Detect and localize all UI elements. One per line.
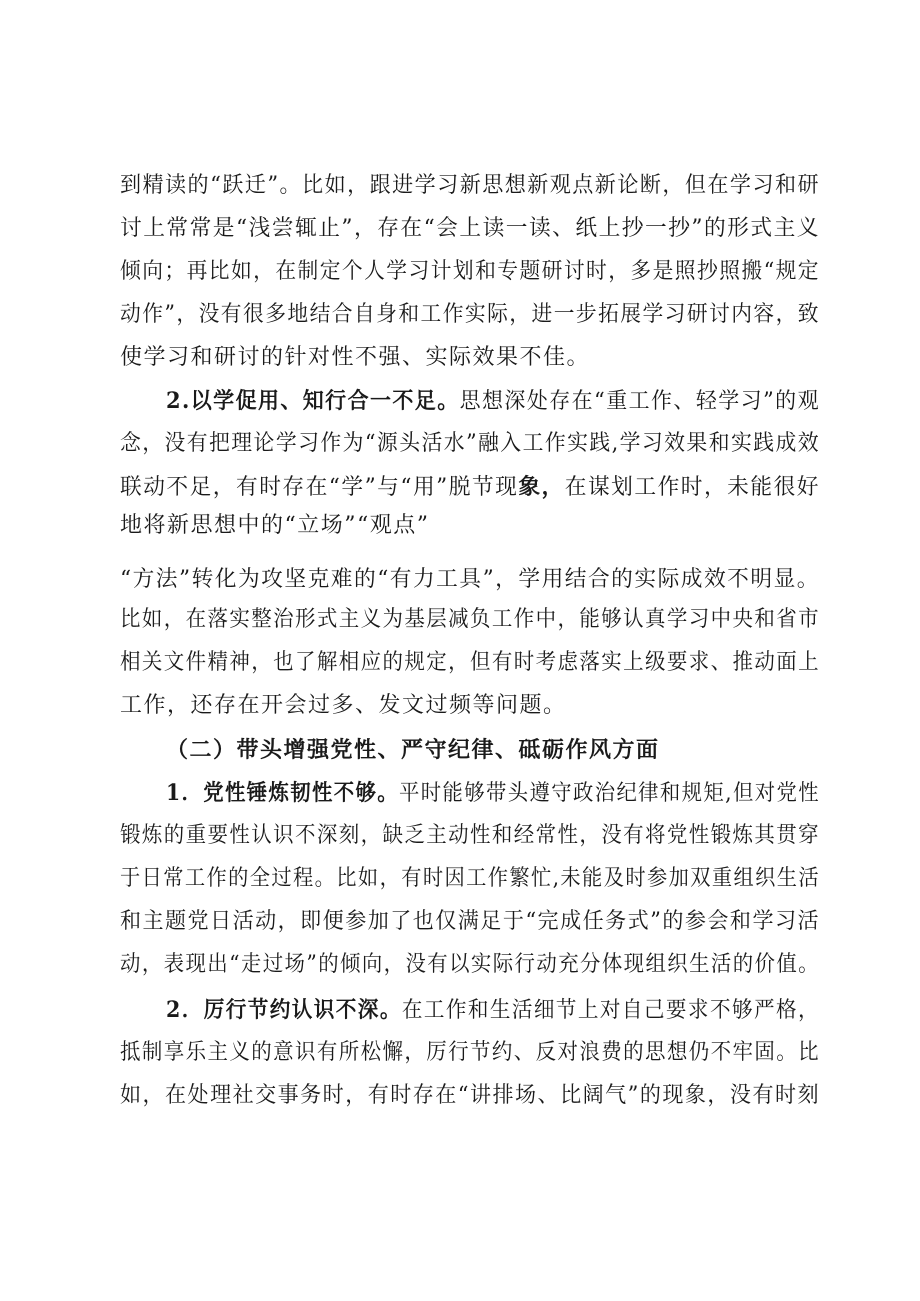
paragraph-line: 相关文件精神，也了解相应的规定，但有时考虑落实上级要求、推动面上 — [120, 650, 820, 675]
paragraph-line: 于日常工作的全过程。比如，有时因工作繁忙,未能及时参加双重组织生活 — [120, 866, 820, 891]
item-heading: 2.以学促用、知行合一不足。 — [166, 388, 460, 414]
item-heading: 2．厉行节约认识不深。 — [166, 997, 402, 1023]
section-heading: （二）带头增强党性、严守纪律、砥砺作风方面 — [166, 737, 660, 763]
paragraph-line: 如，在处理社交事务时，有时存在“讲排场、比阔气”的现象，没有时刻 — [120, 1083, 820, 1108]
paragraph-first-line — [166, 387, 820, 416]
paragraph-line: 讨上常常是“浅尝辄止”，存在“会上读一读、纸上抄一抄”的形式主义 — [120, 216, 820, 241]
item-heading: 1．党性锤炼韧性不够。 — [166, 780, 399, 806]
paragraph-first-line — [166, 996, 820, 1025]
bold-text: 象， — [518, 474, 565, 500]
paragraph-text: 平时能够带头遵守政治纪律和规矩,但对党性 — [398, 781, 820, 806]
paragraph-text: 思想深处存在“重工作、轻学习”的观 — [459, 389, 820, 414]
paragraph-line: 动作”，没有很多地结合自身和工作实际，进一步拓展学习研讨内容，致 — [120, 302, 820, 327]
paragraph-line: 到精读的“跃迁”。比如，跟进学习新思想新观点新论断，但在学习和研 — [120, 173, 820, 198]
paragraph-line: 使学习和研讨的针对性不强、实际效果不佳。 — [120, 345, 591, 370]
paragraph-line: 比如，在落实整治形式主义为基层减负工作中，能够认真学习中央和省市 — [120, 607, 820, 632]
paragraph-line: 抵制享乐主义的意识有所松懈，厉行节约、反对浪费的思想仍不牢固。比 — [120, 1040, 820, 1065]
paragraph-line — [120, 473, 820, 502]
paragraph-line: “方法”转化为攻坚克难的“有力工具”，学用结合的实际成效不明显。 — [120, 567, 820, 592]
paragraph-text: 联动不足，有时存在“学”与“用”脱节现 — [120, 475, 519, 500]
paragraph-text: 在工作和生活细节上对自己要求不够严格， — [401, 998, 820, 1023]
paragraph-text: 在谋划工作时，未能很好 — [564, 475, 820, 500]
paragraph-line: 地将新思想中的“立场”“观点” — [120, 513, 430, 538]
paragraph-line: 工作，还存在开会过多、发文过频等问题。 — [120, 693, 567, 718]
paragraph-line: 倾向；再比如，在制定个人学习计划和专题研讨时，多是照抄照搬“规定 — [120, 259, 820, 284]
paragraph-line: 锻炼的重要性认识不深刻，缺乏主动性和经常性，没有将党性锻炼其贯穿 — [120, 823, 820, 848]
paragraph-line: 念，没有把理论学习作为“源头活水”融入工作实践,学习效果和实践成效 — [120, 431, 820, 456]
paragraph-line: 动，表现出“走过场”的倾向，没有以实际行动充分体现组织生活的价值。 — [120, 952, 820, 977]
paragraph-first-line — [166, 779, 820, 808]
paragraph-line: 和主题党日活动，即便参加了也仅满足于“完成任务式”的参会和学习活 — [120, 909, 820, 934]
